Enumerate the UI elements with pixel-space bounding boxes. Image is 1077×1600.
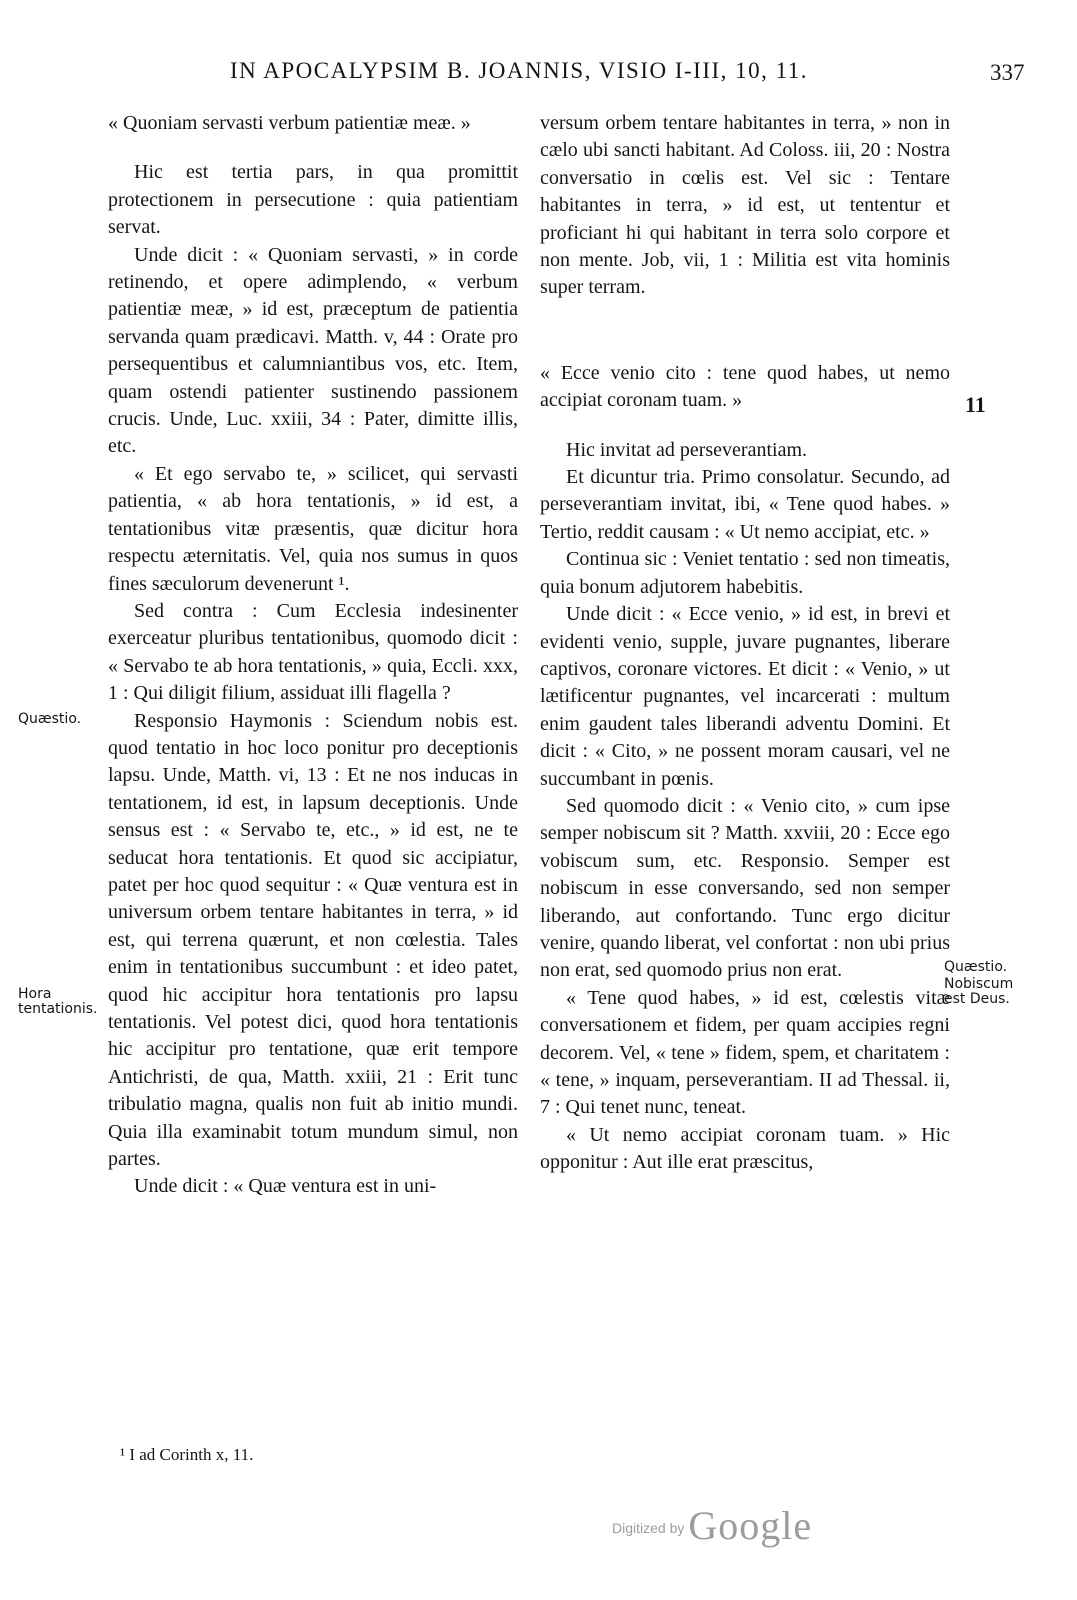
watermark-prefix: Digitized by xyxy=(612,1520,685,1536)
lemma-ecce-venio: « Ecce venio cito : tene quod habes, ut nemo accipiat coronam tuam. » xyxy=(540,361,950,412)
margin-note-quaestio: Quæstio. xyxy=(18,711,82,727)
paragraph-responsio: Responsio Haymonis : Sciendum nobis est. quod tentatio in hoc loco ponitur pro deceptionis lapsu. Unde, Matth. vi, 13 : Et ne nos inducas in tentationem, id est, in lapsum deceptionis. Unde sensus est : « Servabo te, etc., » id est, ne te seducat hora tentationis. Et quod sic accipiatur, patet per hoc quod sequitur : « Quæ ventura est in universum orbem tentare habitantes in terra, » id est, qui terrena quærunt, et non cœlestia. Tales enim in tentationibus succumbunt : et ideo patet, quod hic accipitur hora tentationis pro lapsu tentationis. Vel potest dici, quod hora tentationis hic accipitur pro tentatione, quæ erit tempore Antichristi, de qua, Matth. xxiii, 21 : Erit tunc tribulatio magna, qualis non fuit ab initio mundi. Quia illa examinabit totum mundum simul, non partes. xyxy=(108,709,518,1171)
paragraph: Unde dicit : « Quoniam servasti, » in corde retinendo, et opere adimplendo, « verbum patientiæ meæ, » id est, præceptum de patientia servanda quam prædicavi. Matth. v, 44 : Orate pro persequentibus et calumniantibus vos, etc. Item, quam ostendi patienter sustinendo passionem crucis. Unde, Luc. xxiii, 34 : Pater, dimitte illis, etc. xyxy=(108,243,518,458)
margin-note-nobiscum: Nobiscum est Deus. xyxy=(944,976,1014,1007)
footnote: ¹ I ad Corinth x, 11. xyxy=(120,1445,254,1464)
paragraph: Continua sic : Veniet tentatio : sed non timeatis, quia bonum adjutorem habebitis. xyxy=(540,548,950,598)
paragraph: Hic est tertia pars, in qua promittit protectionem in persecutione : quia patientiam servat. xyxy=(108,161,518,239)
paragraph: « Et ego servabo te, » scilicet, qui servasti patientia, « ab hora tentationis, » id est, a tentationibus vitæ præsentis, quæ dicitur hora respectu æternitatis. Vel, quia nos sumus in quos fines sæculorum devenerunt ¹. xyxy=(108,462,518,595)
paragraph: Unde dicit : « Quæ ventura est in uni- xyxy=(134,1175,437,1198)
margin-note-hora-tentationis: Hora tentationis. xyxy=(18,986,98,1017)
verse-number: 11 xyxy=(965,392,986,417)
paragraph: Hic invitat ad perseverantiam. xyxy=(566,438,808,461)
paragraph: « Ut nemo accipiat coronam tuam. » Hic opponitur : Aut ille erat præscitus, xyxy=(540,1123,950,1174)
paragraph: Unde dicit : « Ecce venio, » id est, in brevi et evidenti venio, supple, juvare pugnantes, liberare captivos, coronare victores. Et dicit : « Venio, » ut lætificentur pugnantes, vel incarcerati : multum enim gaudent tales liberandi adventu Domini. Et dicit : « Cito, » ne possent moram causari, vel ne succumbant in pœnis. xyxy=(540,603,950,790)
margin-note-quaestio-right: Quæstio. xyxy=(944,959,1008,975)
paragraph: Sed quomodo dicit : « Venio cito, » cum ipse semper nobiscum sit ? Matth. xxviii, 20 : Ecce ego vobiscum sum, etc. Responsio. Semper est nobiscum in esse conversando, sed non semper liberando, aut confortando. Tunc ergo dicitur venire, quando liberat, vel confortat : non ubi prius non erat, sed quomodo prius non erat. xyxy=(540,794,950,982)
paragraph-sed-contra: Sed contra : Cum Ecclesia indesinenter exerceatur pluribus tentationibus, quomodo dicit : « Servabo te ab hora tentationis, » quia, Eccli. xxx, 1 : Qui diligit filium, assiduat illi flagella ? xyxy=(108,599,518,705)
google-logo: Google xyxy=(688,1503,813,1548)
paragraph-continued: versum orbem tentare habitantes in terra, » non in cælo ubi sancti habitant. Ad Coloss. iii, 20 : Nostra conversatio in cœlis est. Vel sic : Tentare habitantes in terra, » id est, ut tententur et proficiant hi qui habitant in terra solo corpore et non mente. Job, vii, 1 : Militia est vita hominis super terram. xyxy=(540,112,950,299)
google-watermark xyxy=(612,1502,812,1549)
page-number: 337 xyxy=(990,60,1025,85)
left-column xyxy=(108,110,518,1201)
right-column xyxy=(540,110,950,1177)
running-title: IN APOCALYPSIM B. JOANNIS, VISIO I-III, 10, 11. xyxy=(230,58,809,83)
running-header xyxy=(0,58,1077,98)
paragraph: Et dicuntur tria. Primo consolatur. Secundo, ad perseverantiam invitat, ibi, « Tene quod habes. » Tertio, reddit causam : « Ut nemo accipiat, etc. » xyxy=(540,466,950,543)
paragraph: « Tene quod habes, » id est, cœlestis vitæ conversationem et fidem, per quam accipies regni decorem. Vel, « tene » fidem, spem, et charitatem : « tene, » inquam, perseverantiam. II ad Thessal. ii, 7 : Qui tenet nunc, teneat. xyxy=(540,986,950,1119)
lemma-quoniam: « Quoniam servasti verbum patientiæ meæ. » xyxy=(108,112,471,134)
